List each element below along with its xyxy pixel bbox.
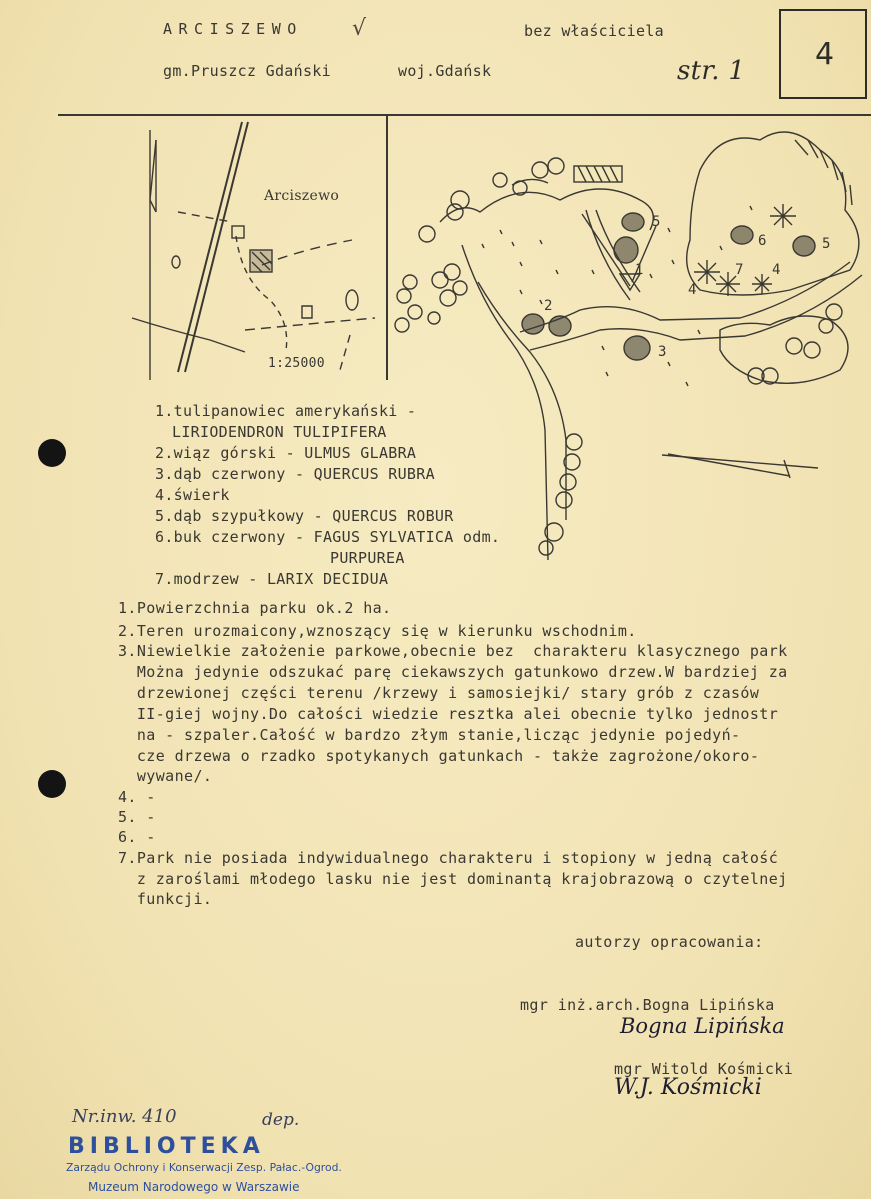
- description-line: na - szpaler.Całość w bardzo złym stanie,licząc jedynie pojedyń-: [118, 726, 741, 744]
- description-line: 2.Teren urozmaicony,wznoszący się w kierunku wschodnim.: [118, 622, 637, 640]
- description-line: 6. -: [118, 828, 156, 846]
- legend-item: 4.świerk: [155, 486, 230, 504]
- tree-marker: 6: [758, 233, 767, 249]
- description-line: z zaroślami młodego lasku nie jest dominantą krajobrazową o czytelnej: [118, 870, 788, 888]
- north-arrow-icon: [150, 140, 156, 212]
- description-line: 3.Niewielkie założenie parkowe,obecnie bez charakteru klasycznego park: [118, 642, 788, 660]
- tree-marker: 1: [635, 262, 644, 278]
- tree-marker: 5: [822, 236, 831, 252]
- tree-marker: 7: [735, 262, 744, 278]
- description-line: cze drzewa o rzadko spotykanych gatunkach - także zagrożone/okoro-: [118, 747, 760, 765]
- tree-marker: 2: [544, 298, 553, 314]
- author-signature: Bogna Lipińska: [620, 1014, 785, 1038]
- tree-marker: 5: [652, 214, 661, 230]
- punch-hole: [38, 439, 66, 467]
- voivodeship-name: woj.Gdańsk: [398, 62, 492, 80]
- legend-item: 2.wiąz górski - ULMUS GLABRA: [155, 444, 417, 462]
- map-scale: 1:25000: [268, 356, 325, 371]
- park-plan: [395, 132, 862, 560]
- map-place-label: Arciszewo: [264, 188, 340, 204]
- tree-marker: 3: [658, 344, 667, 360]
- authors-heading: autorzy opracowania:: [575, 933, 764, 951]
- description-line: wywane/.: [118, 767, 213, 785]
- author-name: mgr Witold Kośmicki: [614, 1060, 794, 1078]
- library-stamp-line: Zarządu Ochrony i Konserwacji Zesp. Pałac.-Ogrod.: [66, 1161, 342, 1174]
- sheet-number: 4: [815, 37, 835, 72]
- legend-item: 7.modrzew - LARIX DECIDUA: [155, 570, 389, 588]
- tree-marker: 4: [688, 282, 697, 298]
- legend-item: 1.tulipanowiec amerykański -: [155, 402, 417, 420]
- legend-item: 3.dąb czerwony - QUERCUS RUBRA: [155, 465, 435, 483]
- legend-item: 6.buk czerwony - FAGUS SYLVATICA odm.: [155, 528, 501, 546]
- village-name: ARCISZEWO: [163, 20, 303, 38]
- gmina-name: gm.Pruszcz Gdański: [163, 62, 331, 80]
- owner-status: bez właściciela: [524, 22, 664, 40]
- legend-item: 5.dąb szypułkowy - QUERCUS ROBUR: [155, 507, 454, 525]
- punch-hole: [38, 770, 66, 798]
- tree-marker: 4: [772, 262, 781, 278]
- deposit-note: dep.: [262, 1110, 300, 1130]
- description-line: 1.Powierzchnia parku ok.2 ha.: [118, 599, 392, 617]
- description-line: 4. -: [118, 788, 156, 806]
- description-line: 7.Park nie posiada indywidualnego charakteru i stopiony w jedną całość: [118, 849, 779, 867]
- library-stamp-title: BIBLIOTEKA: [68, 1134, 265, 1159]
- description-line: 5. -: [118, 808, 156, 826]
- description-line: funkcji.: [118, 890, 213, 908]
- check-mark-icon: √: [352, 16, 367, 41]
- location-map: [132, 122, 386, 380]
- inventory-number: Nr.inw. 410: [72, 1106, 177, 1127]
- page-number: str. 1: [677, 56, 746, 86]
- library-stamp-line: Muzeum Narodowego w Warszawie: [88, 1180, 300, 1194]
- legend-item: PURPUREA: [330, 549, 405, 567]
- description-line: Można jedynie odszukać parę ciekawszych gatunkowo drzew.W bardziej za: [118, 663, 788, 681]
- description-line: drzewionej części terenu /krzewy i samosiejki/ stary grób z czasów: [118, 684, 760, 702]
- author-signature: W.J. Kośmicki: [614, 1075, 762, 1100]
- description-line: II-giej wojny.Do całości wiedzie resztka alei obecnie tylko jednostr: [118, 705, 779, 723]
- author-name: mgr inż.arch.Bogna Lipińska: [520, 996, 775, 1014]
- legend-item: LIRIODENDRON TULIPIFERA: [172, 423, 387, 441]
